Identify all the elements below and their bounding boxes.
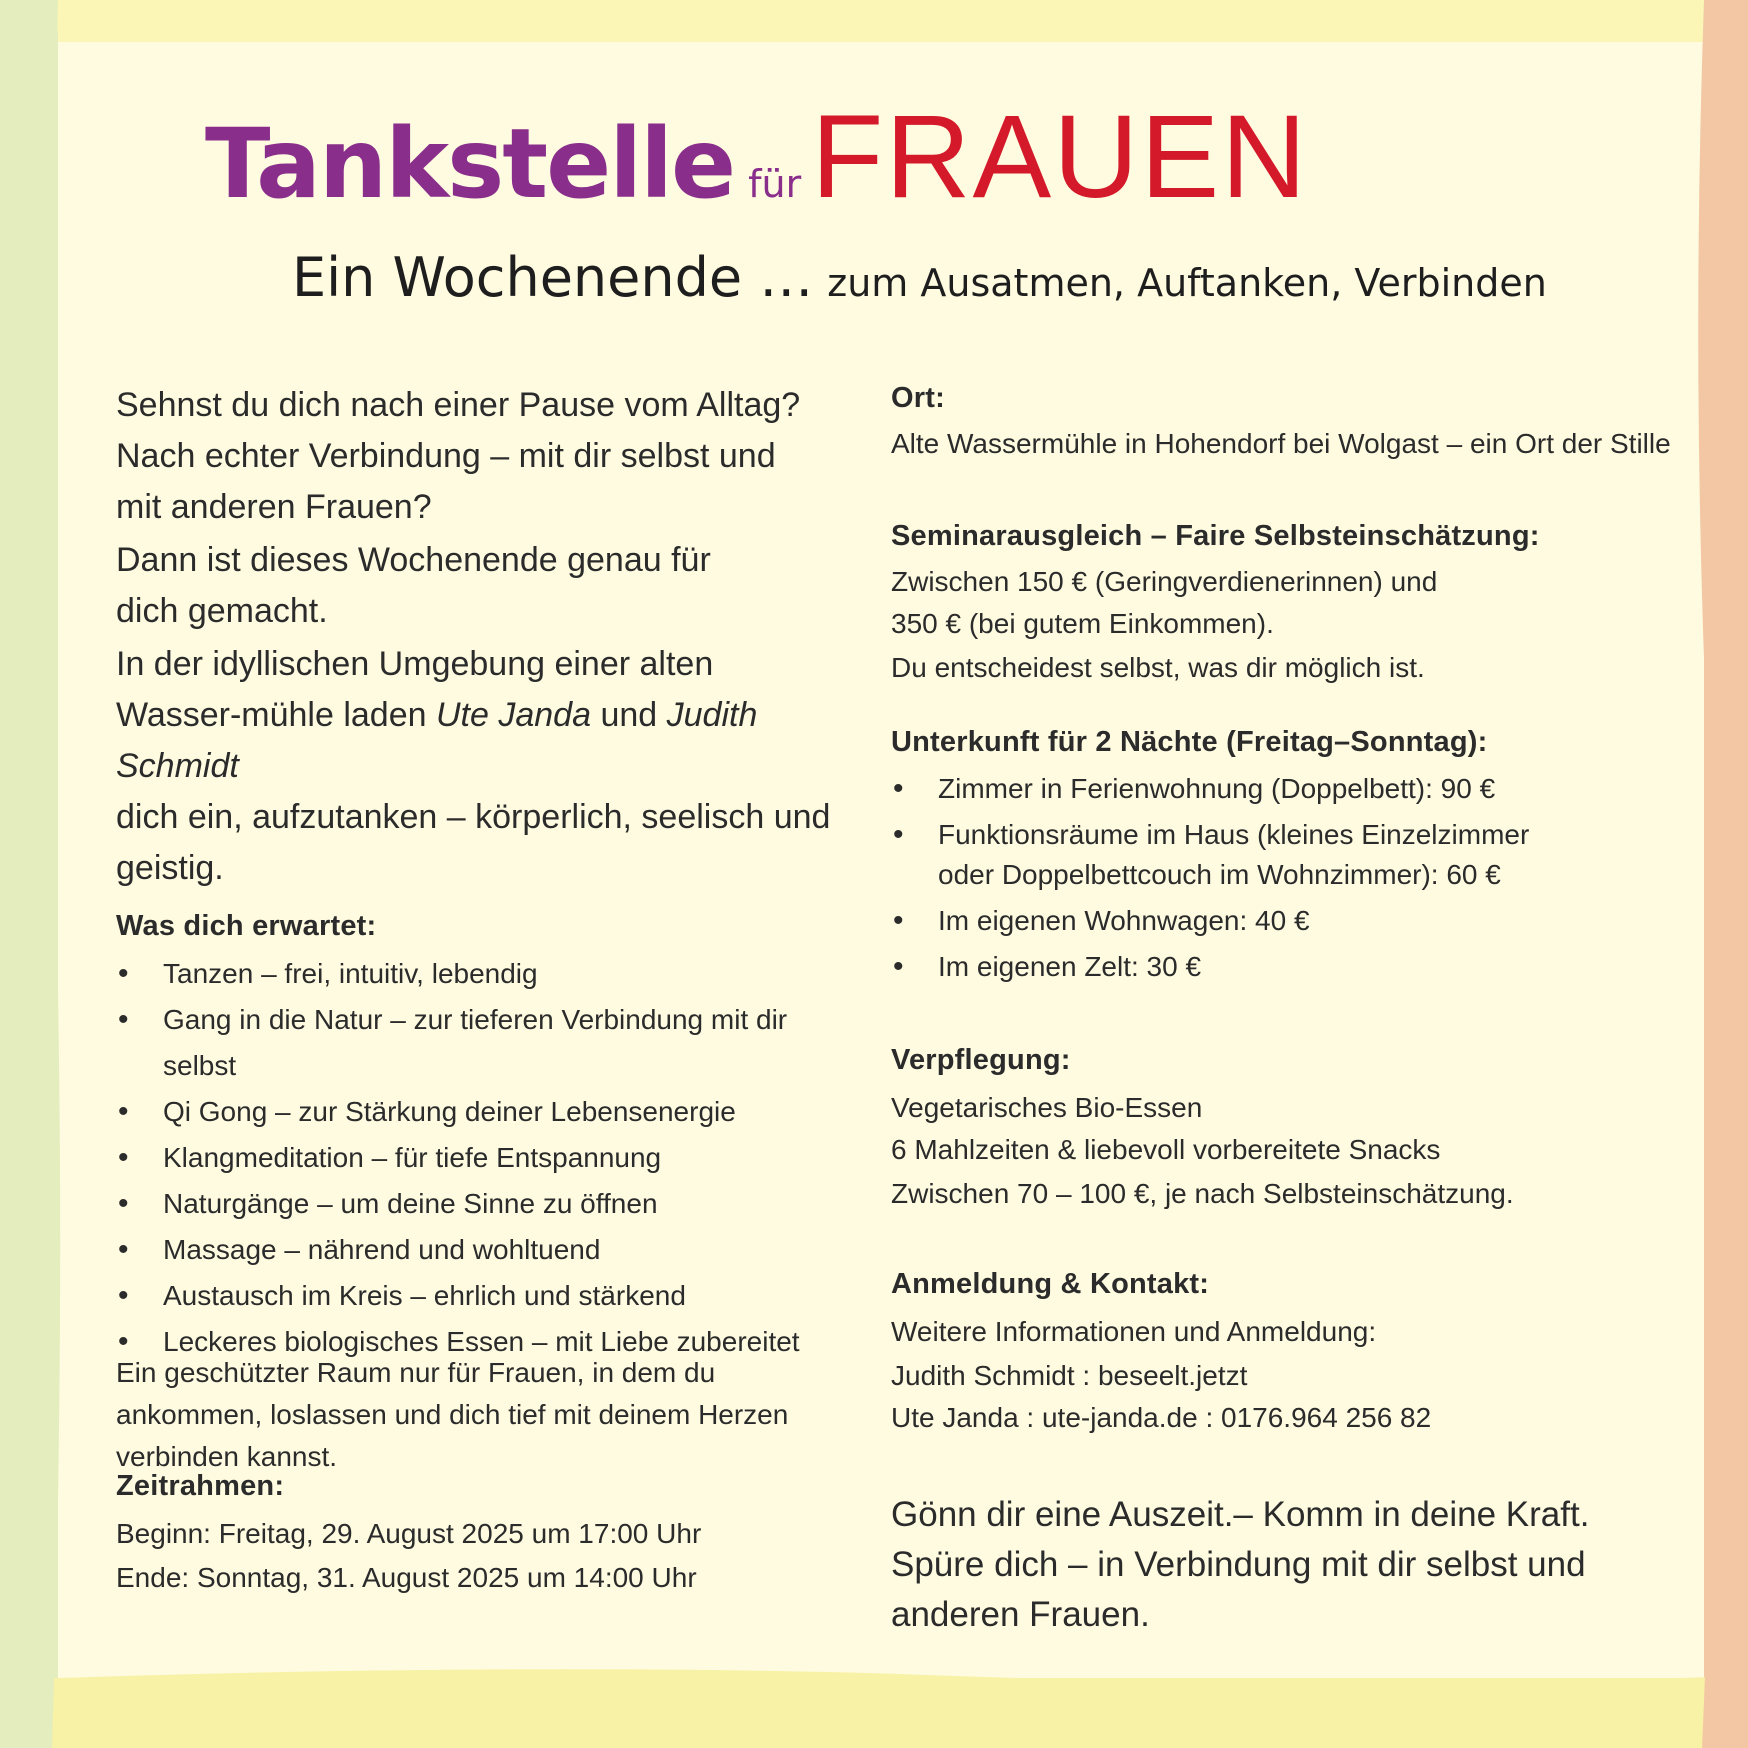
subtitle-rest: zum Ausatmen, Auftanken, Verbinden bbox=[827, 261, 1547, 305]
accommodation-list bbox=[891, 769, 1591, 987]
intro-paragraph-3 bbox=[116, 639, 846, 894]
closing-section bbox=[891, 1490, 1611, 1640]
closing-text: Gönn dir eine Auszeit.– Komm in deine Kraft. Spüre dich – in Verbindung mit dir selbst und anderen Frauen. bbox=[891, 1495, 1590, 1634]
list-item: • Naturgänge – um deine Sinne zu öffnen bbox=[116, 1181, 846, 1227]
timeframe-start: Beginn: Freitag, 29. August 2025 um 17:00 Uhr bbox=[116, 1518, 702, 1549]
list-item: • Gang in die Natur – zur tieferen Verbindung mit dir selbst bbox=[116, 997, 846, 1089]
fee-line-3: Du entscheidest selbst, was dir möglich ist. bbox=[891, 652, 1425, 683]
list-item: • Tanzen – frei, intuitiv, lebendig bbox=[116, 951, 846, 997]
catering-section bbox=[891, 1044, 1691, 1215]
name-ute-janda: Ute Janda bbox=[436, 696, 591, 734]
list-item: • Klangmeditation – für tiefe Entspannung bbox=[116, 1135, 846, 1181]
poster-subtitle bbox=[292, 246, 1547, 309]
fee-line-2: 350 € (bei gutem Einkommen). bbox=[891, 608, 1274, 639]
fee-heading: Seminarausgleich – Faire Selbsteinschätzung: bbox=[891, 520, 1540, 552]
intro-p3-end: dich ein, aufzutanken – körperlich, seelisch und geistig. bbox=[116, 798, 831, 887]
title-tankstelle: Tankstelle bbox=[205, 108, 735, 220]
safe-space-section bbox=[116, 1352, 846, 1478]
title-frauen: FRAUEN bbox=[811, 91, 1309, 223]
timeframe-end: Ende: Sonntag, 31. August 2025 um 14:00 Uhr bbox=[116, 1562, 697, 1593]
intro-p3-und: und bbox=[600, 696, 658, 734]
title-fuer: für bbox=[748, 162, 802, 206]
list-item: • Funktionsräume im Haus (kleines Einzelzimmer oder Doppelbettcouch im Wohnzimmer): 60 € bbox=[891, 815, 1591, 895]
list-item: • Qi Gong – zur Stärkung deiner Lebensenergie bbox=[116, 1089, 846, 1135]
contact-line-1: Weitere Informationen und Anmeldung: bbox=[891, 1316, 1377, 1347]
list-item: • Leckeres biologisches Essen – mit Liebe zubereitet bbox=[116, 1319, 846, 1365]
list-item: • Im eigenen Zelt: 30 € bbox=[891, 947, 1591, 987]
location-heading: Ort: bbox=[891, 382, 945, 414]
subtitle-main: Ein Wochenende … bbox=[292, 246, 814, 309]
expect-list bbox=[116, 951, 846, 1365]
catering-line-2: 6 Mahlzeiten & liebevoll vorbereitete Snacks bbox=[891, 1134, 1441, 1165]
catering-line-1: Vegetarisches Bio-Essen bbox=[891, 1092, 1203, 1123]
intro-p3-start: In der idyllischen Umgebung einer alten Wasser-mühle laden bbox=[116, 645, 714, 734]
contact-line-2: Judith Schmidt : beseelt.jetzt bbox=[891, 1360, 1248, 1391]
fee-line-1: Zwischen 150 € (Geringverdienerinnen) und bbox=[891, 566, 1438, 597]
name-judith-schmidt: Judith Schmidt bbox=[116, 696, 758, 785]
expect-section bbox=[116, 910, 846, 1365]
location-text: Alte Wassermühle in Hohendorf bei Wolgast – ein Ort der Stille bbox=[891, 428, 1671, 459]
contact-section bbox=[891, 1268, 1691, 1439]
intro-paragraph-2: Dann ist dieses Wochenende genau für dich gemacht. bbox=[116, 541, 711, 630]
catering-line-3: Zwischen 70 – 100 €, je nach Selbsteinschätzung. bbox=[891, 1178, 1514, 1209]
list-item: • Massage – nährend und wohltuend bbox=[116, 1227, 846, 1273]
expect-heading: Was dich erwartet: bbox=[116, 910, 377, 942]
list-item: • Austausch im Kreis – ehrlich und stärkend bbox=[116, 1273, 846, 1319]
timeframe-section bbox=[116, 1470, 846, 1599]
safe-space-text: Ein geschützter Raum nur für Frauen, in dem du ankommen, loslassen und dich tief mit deinem Herzen verbinden kannst. bbox=[116, 1357, 789, 1472]
timeframe-heading: Zeitrahmen: bbox=[116, 1470, 285, 1502]
location-section bbox=[891, 382, 1691, 465]
left-column bbox=[116, 380, 846, 894]
intro-paragraph-1: Sehnst du dich nach einer Pause vom Alltag? Nach echter Verbindung – mit dir selbst und mit anderen Frauen? bbox=[116, 386, 801, 526]
list-item: • Zimmer in Ferienwohnung (Doppelbett): 90 € bbox=[891, 769, 1591, 809]
accommodation-section bbox=[891, 726, 1611, 993]
list-item: • Im eigenen Wohnwagen: 40 € bbox=[891, 901, 1591, 941]
contact-line-3: Ute Janda : ute-janda.de : 0176.964 256 82 bbox=[891, 1402, 1432, 1433]
fee-section bbox=[891, 520, 1691, 689]
poster-title bbox=[205, 91, 1309, 223]
contact-heading: Anmeldung & Kontakt: bbox=[891, 1268, 1210, 1300]
catering-heading: Verpflegung: bbox=[891, 1044, 1071, 1076]
accommodation-heading: Unterkunft für 2 Nächte (Freitag–Sonntag): bbox=[891, 726, 1488, 758]
